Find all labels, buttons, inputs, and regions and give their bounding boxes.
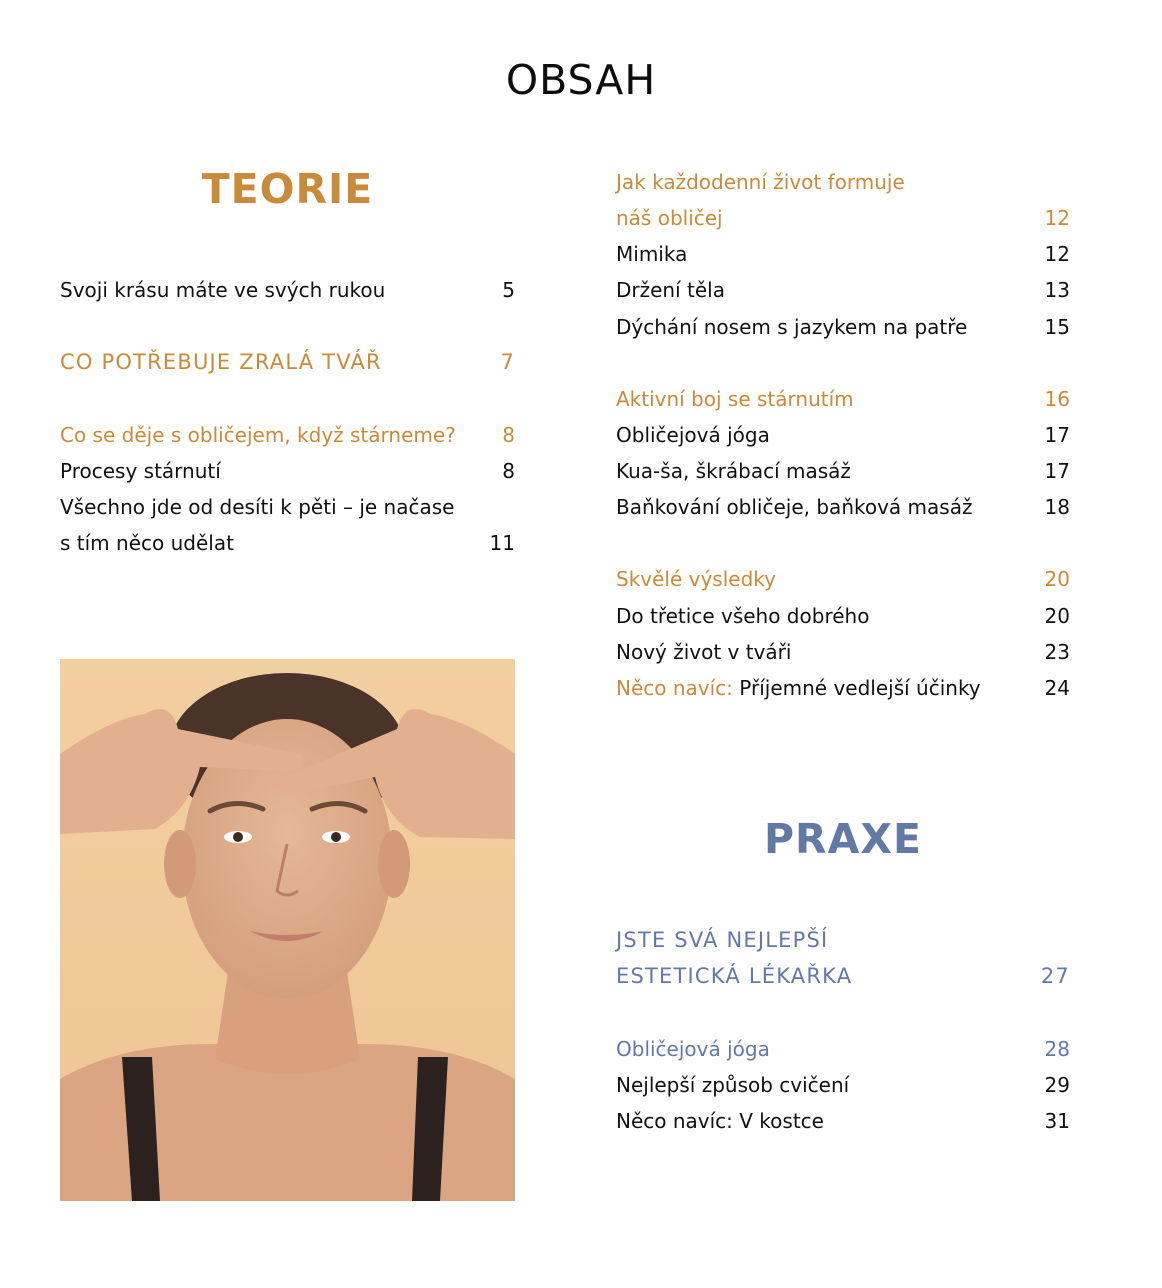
toc-entry[interactable] (616, 453, 1070, 489)
toc-entry[interactable] (616, 272, 1070, 308)
toc-entry[interactable] (60, 525, 515, 561)
toc-entry[interactable] (616, 417, 1070, 453)
extra-label: Příjemné vedlejší účinky (732, 676, 981, 700)
toc-chapter-label: ESTETICKÁ LÉKAŘKA (616, 964, 853, 988)
toc-entry-label: Něco navíc: V kostce (616, 1109, 824, 1133)
toc-entry[interactable] (616, 309, 1070, 345)
toc-section[interactable] (60, 417, 515, 453)
toc-entry[interactable] (616, 489, 1070, 525)
toc-page-number: 17 (1044, 423, 1070, 447)
toc-chapter[interactable] (60, 344, 515, 380)
toc-chapter-label: CO POTŘEBUJE ZRALÁ TVÁŘ (60, 350, 382, 374)
toc-entry-label: Baňkování obličeje, baňková masáž (616, 495, 973, 519)
toc-page-number: 13 (1044, 278, 1070, 302)
toc-page-number: 20 (1044, 567, 1070, 591)
toc-entry-label: Svoji krásu máte ve svých rukou (60, 278, 386, 302)
toc-section-label: Skvělé výsledky (616, 567, 776, 591)
toc-chapter[interactable] (616, 922, 1070, 958)
page-title: OBSAH (505, 56, 657, 104)
teorie-heading: TEORIE (201, 165, 374, 213)
toc-page-number: 12 (1044, 242, 1070, 266)
toc-page-number: 23 (1044, 640, 1070, 664)
toc-page-number: 31 (1044, 1109, 1070, 1133)
toc-page-number: 29 (1044, 1073, 1070, 1097)
toc-entry[interactable] (616, 634, 1070, 670)
toc-entry-label: Nový život v tváři (616, 640, 792, 664)
toc-entry-label (616, 670, 981, 706)
toc-entry[interactable] (616, 1067, 1070, 1103)
toc-page-number: 5 (502, 278, 515, 302)
toc-page-number: 27 (1040, 964, 1070, 988)
toc-entry[interactable] (616, 1103, 1070, 1139)
toc-page-number: 15 (1044, 315, 1070, 339)
toc-section[interactable] (616, 561, 1070, 597)
toc-entry-label: Nejlepší způsob cvičení (616, 1073, 850, 1097)
toc-entry[interactable] (60, 453, 515, 489)
toc-entry[interactable] (60, 272, 515, 308)
toc-entry-extra[interactable] (616, 670, 1070, 706)
facial-yoga-photo (60, 659, 515, 1201)
toc-section[interactable] (616, 381, 1070, 417)
toc-entry-label: Dýchání nosem s jazykem na patře (616, 315, 968, 339)
toc-page-number: 11 (489, 531, 515, 555)
toc-page-number: 8 (502, 423, 515, 447)
toc-chapter-label: JSTE SVÁ NEJLEPŠÍ (616, 928, 829, 952)
toc-page-number: 18 (1044, 495, 1070, 519)
toc-entry-label: Držení těla (616, 278, 725, 302)
toc-section[interactable] (616, 1031, 1070, 1067)
extra-prefix: Něco navíc: (616, 676, 733, 700)
toc-section-label: Obličejová jóga (616, 1037, 770, 1061)
toc-entry-label: Mimika (616, 242, 688, 266)
toc-chapter[interactable] (616, 958, 1070, 994)
toc-page-number: 12 (1044, 206, 1070, 230)
toc-page-number: 20 (1044, 604, 1070, 628)
toc-page-number: 7 (500, 350, 515, 374)
toc-entry[interactable] (616, 236, 1070, 272)
toc-entry[interactable] (616, 598, 1070, 634)
toc-entry-label: Do třetice všeho dobrého (616, 604, 870, 628)
toc-entry-label: s tím něco udělat (60, 531, 234, 555)
toc-page-number: 16 (1044, 387, 1070, 411)
toc-section-label: Aktivní boj se stárnutím (616, 387, 854, 411)
toc-entry-label: Obličejová jóga (616, 423, 770, 447)
toc-page-number: 17 (1044, 459, 1070, 483)
toc-section[interactable] (616, 164, 1070, 200)
toc-page-number: 8 (502, 459, 515, 483)
toc-section-label: Co se děje s obličejem, když stárneme? (60, 423, 456, 447)
toc-entry-label: Procesy stárnutí (60, 459, 221, 483)
praxe-heading: PRAXE (764, 815, 922, 863)
toc-section[interactable] (616, 200, 1070, 236)
toc-entry-label: Všechno jde od desíti k pěti – je načase (60, 495, 455, 519)
toc-section-label: náš obličej (616, 206, 723, 230)
toc-entry[interactable] (60, 489, 515, 525)
toc-page-number: 24 (1044, 676, 1070, 700)
toc-entry-label: Kua-ša, škrábací masáž (616, 459, 851, 483)
toc-page-number: 28 (1044, 1037, 1070, 1061)
toc-section-label: Jak každodenní život formuje (616, 170, 905, 194)
